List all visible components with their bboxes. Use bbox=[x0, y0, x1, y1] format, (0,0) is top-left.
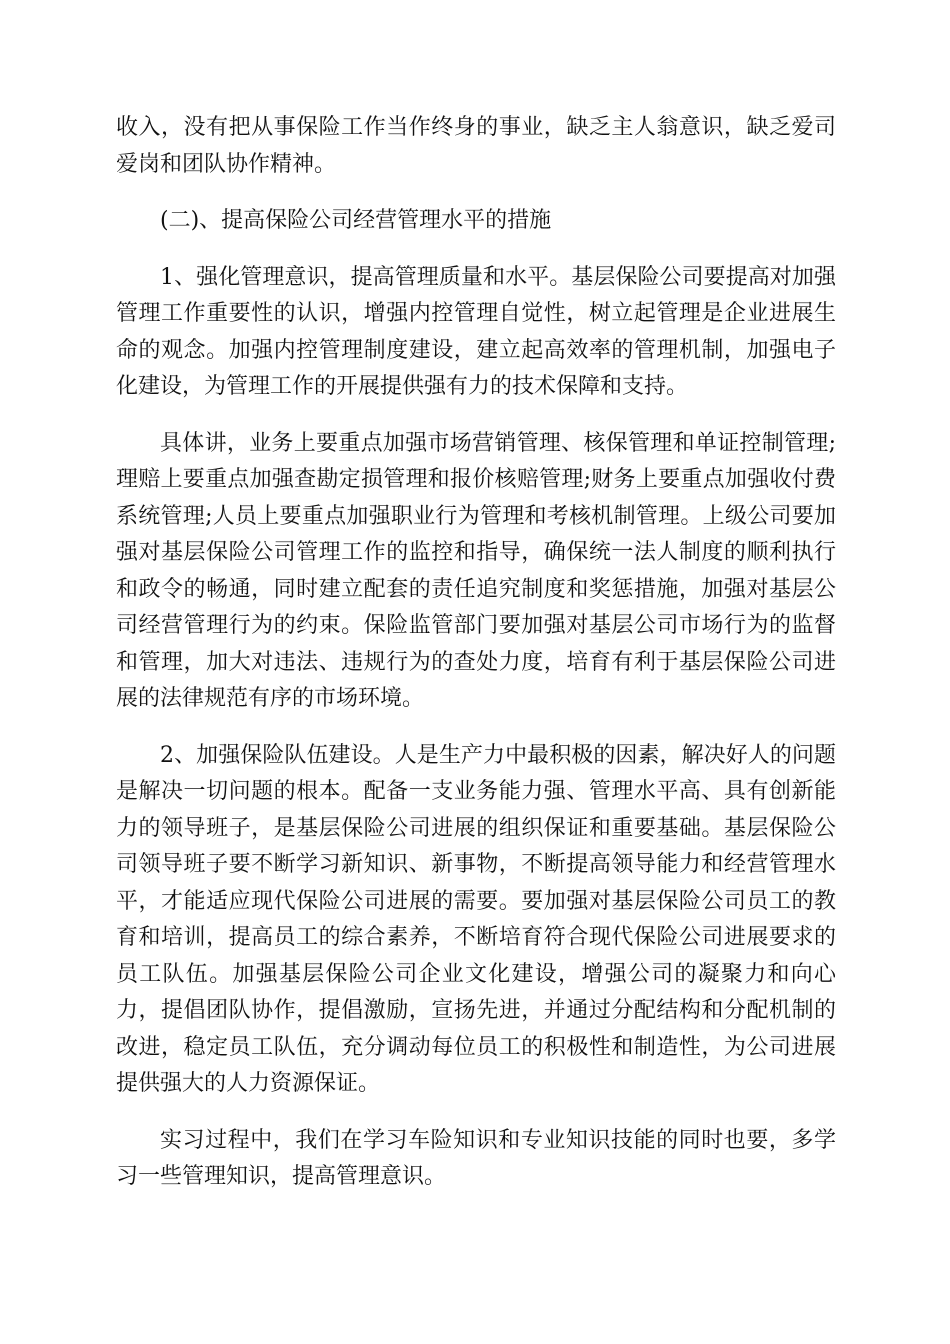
paragraph-specific-measures: 具体讲，业务上要重点加强市场营销管理、核保管理和单证控制管理;理赔上要重点加强查勘定损管理和报价核赔管理;财务上要重点加强收付费系统管理;人员上要重点加强职业行为管理和考核机制管理。上级公司要加强对基层保险公司管理工作的监控和指导，确保统一法人制度的顺利执行和政令的畅通，同时建立配套的责任追究制度和奖惩措施，加强对基层公司经营管理行为的约束。保险监管部门要加强对基层公司市场行为的监督和管理，加大对违法、违规行为的查处力度，培育有利于基层保险公司进展的法律规范有序的市场环境。 bbox=[116, 430, 836, 711]
paragraph-management-awareness: 1、强化管理意识，提高管理质量和水平。基层保险公司要提高对加强管理工作重要性的认识，增强内控管理自觉性，树立起管理是企业进展生命的观念。加强内控管理制度建设，建立起高效率的管理机制，加强电子化建设，为管理工作的开展提供强有力的技术保障和支持。 bbox=[116, 264, 836, 399]
paragraph-team-building: 2、加强保险队伍建设。人是生产力中最积极的因素，解决好人的问题是解决一切问题的根本。配备一支业务能力强、管理水平高、具有创新能力的领导班子，是基层保险公司进展的组织保证和重要基础。基层保险公司领导班子要不断学习新知识、新事物，不断提高领导能力和经营管理水平，才能适应现代保险公司进展的需要。要加强对基层保险公司员工的教育和培训，提高员工的综合素养，不断培育符合现代保险公司进展要求的员工队伍。加强基层保险公司企业文化建设，增强公司的凝聚力和向心力，提倡团队协作，提倡激励，宣扬先进，并通过分配结构和分配机制的改进，稳定员工队伍，充分调动每位员工的积极性和制造性，为公司进展提供强大的人力资源保证。 bbox=[116, 742, 836, 1096]
paragraph-continuation: 收入，没有把从事保险工作当作终身的事业，缺乏主人翁意识，缺乏爱司爱岗和团队协作精神。 bbox=[116, 115, 836, 177]
document-page bbox=[116, 110, 836, 1216]
section-heading: (二)、提高保险公司经营管理水平的措施 bbox=[160, 208, 552, 233]
paragraph-internship-conclusion: 实习过程中，我们在学习车险知识和专业知识技能的同时也要，多学习一些管理知识，提高管理意识。 bbox=[116, 1127, 836, 1189]
